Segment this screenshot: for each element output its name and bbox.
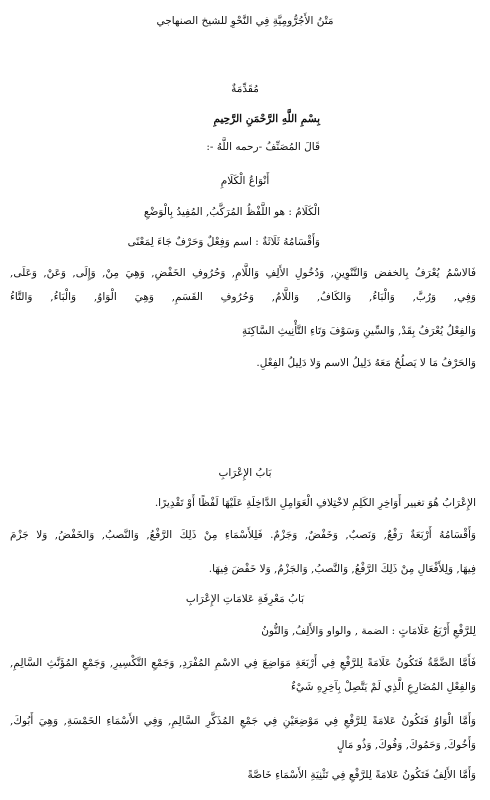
paragraph-damma-line-1: فَأَمَّا الضَّمَّةُ فَتَكُونُ عَلَامَةً لِلرَّفْعِ فِي أَرْبَعَةِ مَوَاضِعَ فِي الاسْمِ المُفْرَدِ, وَجَمْعِ التَّكْسِيرِ, وَجَمْعِ المُؤَنَّثِ السَّالِمِ, [10, 657, 476, 669]
section-heading-introduction: مُقَدِّمَةٌ [231, 83, 259, 95]
paragraph-alif: وَأَمَّا الأَلِفُ فَتَكُونُ عَلامَةً لِلرَّفْعِ فِي تَثْنِيَةِ الأَسْمَاءِ خَاصَّةً [247, 769, 476, 781]
section-heading-irab-signs: بَابُ مَعْرِفَةِ عَلامَاتِ الإِعْرَابِ [185, 593, 305, 605]
paragraph-damma-line-2: وَالفِعْلِ المُضَارِعِ الَّذِي لَمْ يَتَّصِلْ بِآخِرِهِ شَيْءٌ [291, 681, 476, 693]
paragraph-ism-line-2: وَفِي, وَرُبَّ, وَالْبَاءُ, وَالكَافُ, وَاللَّامُ, وَحُرُوفِ القَسَمِ, وَهِيَ الْوَاوُ, وَالْبَاءُ, وَالتَّاءُ [10, 291, 476, 303]
paragraph-harf: وَالحَرْفُ مَا لا يَصلُحُ مَعَهُ دَلِيلُ الاسم وَلا دَلِيلُ الفِعْلِ. [256, 357, 476, 369]
paragraph-irab-definition: الإِعْرَابُ هُوَ تغيير أَوَاخِرِ الكَلِمِ لاخْتِلافِ الْعَوَامِلِ الدَّاخِلَةِ عَلَيْهَا لَفْظًا أَوْ تَقْدِيرًا. [154, 497, 476, 509]
author-said: قَالَ المُصَنِّفُ -رحمه اللَّهُ -: [206, 141, 320, 153]
basmala: بِسْمِ اللَّهِ الرَّحْمَنِ الرَّحِيمِ [213, 113, 320, 125]
paragraph-ism-line-1: فَالاسْمُ يُعْرَفُ بِالخفض وَالتَّنْوِينِ, وَدُخُولِ الأَلِفِ وَاللَّامِ, وَحُرُوفِ الخَفْضِ, وَهِيَ مِنْ, وَإِلَى, وَعَنْ, وَعَلَى, [10, 267, 476, 279]
document-title: مَتْنُ الأَجُرُّومِيَّةِ فِي النَّحْوِ للشيخ الصنهاجي [156, 15, 334, 27]
paragraph-waw-line-1: وَأَمَّا الْوَاوُ فَتَكُونُ عَلامَةً لِلرَّفْعِ فِي مَوْضِعَيْنِ فِي جَمْعِ المُذَكَّرِ السَّالِمِ, وَفِي الأَسْمَاءِ الخَمْسَةِ, وَهِيَ أَبُوكَ, [10, 715, 476, 727]
paragraph-kalam-parts: وَأَقْسَامُهُ ثَلَاثَةٌ : اسم وَفِعْلٌ وَحَرْفٌ جَاءَ لِمَعْنًى [127, 236, 320, 248]
paragraph-kalam-definition: الْكَلَامُ : هو اللَّفْظُ المُرَكَّبُ, المُفِيدُ بِالْوَضْعِ [143, 206, 320, 218]
paragraph-fil: وَالفِعْلُ يُعْرَفُ بِقَدْ, وَالسِّينِ وَسَوْفَ وَتَاءِ التَّأْنِيثِ السَّاكِنَةِ [241, 325, 476, 337]
paragraph-raf-signs: لِلرَّفْعِ أَرْبَعُ عَلَامَاتٍ : الضمة , والواو وَالأَلِفُ, وَالنُّونُ [261, 625, 476, 637]
paragraph-irab-parts-line-2: فِيهَا, وَلِلأَفْعَالِ مِنْ ذَلِكَ الرَّفْعُ, وَالنَّصبُ, وَالجَزْمُ, وَلا خَفْضَ فِيهَا. [208, 563, 476, 575]
paragraph-waw-line-2: وَأَخُوكَ, وَحَمُوكَ, وَفُوكَ, وَذُو مَالٍ [336, 739, 476, 751]
section-heading-kinds-of-speech: أَنْوَاعُ الْكَلَامِ [220, 175, 270, 187]
section-heading-irab: بَابُ الإِعْرَابِ [218, 467, 272, 479]
paragraph-irab-parts-line-1: وَأَقْسَامُهُ أَرْبَعَةٌ رَفْعٌ, وَنَصبٌ, وَخَفْضٌ, وَجَزْمٌ. فَلِلأَسْمَاءِ مِنْ ذَلِكَ الرَّفْعُ, وَالنَّصبُ, وَالخَفْضُ, وَلا جَزْمَ [10, 529, 476, 541]
